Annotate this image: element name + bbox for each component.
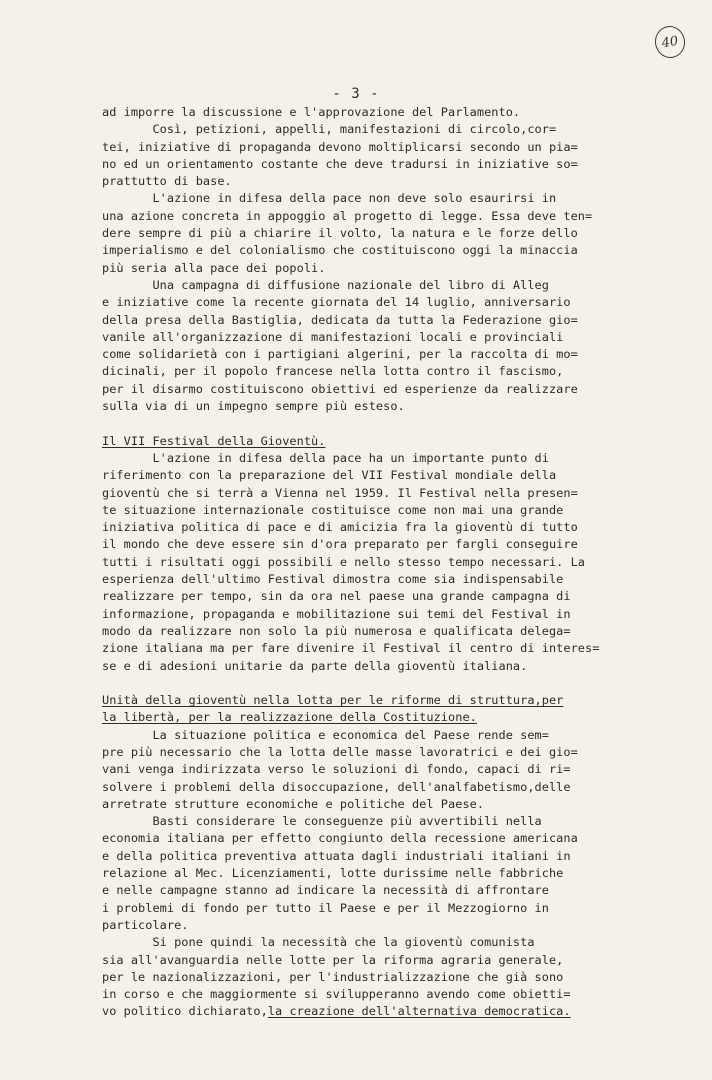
- text-line: L'azione in difesa della pace ha un importante punto di: [102, 450, 549, 465]
- text-line: tei, iniziative di propaganda devono moltiplicarsi secondo un pia=: [102, 139, 578, 154]
- text-line: in corso e che maggiormente si svilupperanno avendo come obietti=: [102, 987, 571, 1002]
- text-line: arretrate strutture economiche e politiche del Paese.: [102, 796, 485, 811]
- text-line: dere sempre di più a chiarire il volto, la natura e le forze dello: [102, 226, 578, 241]
- text-line: per le nazionalizzazioni, per l'industrializzazione che già sono: [102, 969, 564, 984]
- text-line: per il disarmo costituiscono obiettivi ed esperienze da realizzare: [102, 381, 578, 396]
- section-heading-line: Il VII Festival della Gioventù.: [102, 433, 326, 448]
- text-line: tutti i risultati oggi possibili e nello stesso tempo necessari. La: [102, 554, 585, 569]
- text-line: modo da realizzare non solo la più numerosa e qualificata delega=: [102, 623, 571, 638]
- text-line: dicinali, per il popolo francese nella lotta contro il fascismo,: [102, 364, 564, 379]
- body-text: [102, 104, 658, 1021]
- text-line: informazione, propaganda e mobilitazione sui temi del Festival in: [102, 606, 571, 621]
- text-line: particolare.: [102, 917, 189, 932]
- text-line: i problemi di fondo per tutto il Paese e per il Mezzogiorno in: [102, 900, 549, 915]
- text-line: e della politica preventiva attuata dagli industriali italiani in: [102, 848, 571, 863]
- text-line: riferimento con la preparazione del VII Festival mondiale della: [102, 468, 557, 483]
- text-line: pre più necessario che la lotta delle masse lavoratrici e dei gio=: [102, 744, 578, 759]
- section-heading-line: Unità della gioventù nella lotta per le riforme di struttura,per: [102, 693, 564, 708]
- page-number: - 3 -: [332, 86, 380, 102]
- text-line: L'azione in difesa della pace non deve solo esaurirsi in: [102, 191, 557, 206]
- text-line: come solidarietà con i partigiani algerini, per la raccolta di mo=: [102, 347, 578, 362]
- text-line: realizzare per tempo, sin da ora nel paese una grande campagna di: [102, 589, 571, 604]
- text-line: economia italiana per effetto congiunto della recessione americana: [102, 831, 578, 846]
- text-line: e iniziative come la recente giornata del 14 luglio, anniversario: [102, 295, 571, 310]
- text-line: prattutto di base.: [102, 174, 232, 189]
- text-line: no ed un orientamento costante che deve tradursi in iniziative so=: [102, 156, 578, 171]
- text-line: Una campagna di diffusione nazionale del libro di Alleg: [102, 277, 549, 292]
- text-line: più seria alla pace dei popoli.: [102, 260, 326, 275]
- folio-stamp: 40: [652, 24, 687, 61]
- text-line: La situazione politica e economica del Paese rende sem=: [102, 727, 549, 742]
- text-line: vani venga indirizzata verso le soluzioni di fondo, capaci di ri=: [102, 762, 571, 777]
- text-line: Si pone quindi la necessità che la gioventù comunista: [102, 935, 535, 950]
- text-line: imperialismo e del colonialismo che costituiscono oggi la minaccia: [102, 243, 578, 258]
- block-spacer: [102, 415, 658, 432]
- text-line: iniziativa politica di pace e di amicizia fra la gioventù di tutto: [102, 520, 578, 535]
- text-line: Così, petizioni, appelli, manifestazioni di circolo,cor=: [102, 122, 557, 137]
- text-line: solvere i problemi della disoccupazione, dell'analfabetismo,delle: [102, 779, 571, 794]
- text-line: ad imporre la discussione e l'approvazione del Parlamento.: [102, 105, 521, 119]
- text-line: e nelle campagne stanno ad indicare la necessità di affrontare: [102, 883, 549, 898]
- section-heading-line: la libertà, per la realizzazione della Costituzione.: [102, 710, 477, 725]
- text-line: sulla via di un impegno sempre più esteso.: [102, 399, 405, 414]
- text-line: della presa della Bastiglia, dedicata da tutta la Federazione gio=: [102, 312, 578, 327]
- text-line: vanile all'organizzazione di manifestazioni locali e provinciali: [102, 329, 564, 344]
- block-spacer: [102, 675, 658, 692]
- text-line: il mondo che deve essere sin d'ora preparato per fargli conseguire: [102, 537, 578, 552]
- text-line: relazione al Mec. Licenziamenti, lotte durissime nelle fabbriche: [102, 866, 564, 881]
- underlined-phrase: la creazione dell'alternativa democratica.: [267, 1004, 571, 1019]
- text-line: una azione concreta in appoggio al progetto di legge. Essa deve ten=: [102, 208, 593, 223]
- text-line: zione italiana ma per fare divenire il Festival il centro di interes=: [102, 641, 600, 656]
- text-line: vo politico dichiarato,la creazione dell'alternativa democratica.: [102, 1004, 571, 1019]
- text-line: gioventù che si terrà a Vienna nel 1959. Il Festival nella presen=: [102, 485, 578, 500]
- text-line: sia all'avanguardia nelle lotte per la riforma agraria generale,: [102, 952, 564, 967]
- text-line: Basti considerare le conseguenze più avvertibili nella: [102, 814, 542, 829]
- text-line: se e di adesioni unitarie da parte della gioventù italiana.: [102, 658, 528, 673]
- text-line: te situazione internazionale costituisce come non mai una grande: [102, 502, 564, 517]
- text-line: esperienza dell'ultimo Festival dimostra come sia indispensabile: [102, 572, 564, 587]
